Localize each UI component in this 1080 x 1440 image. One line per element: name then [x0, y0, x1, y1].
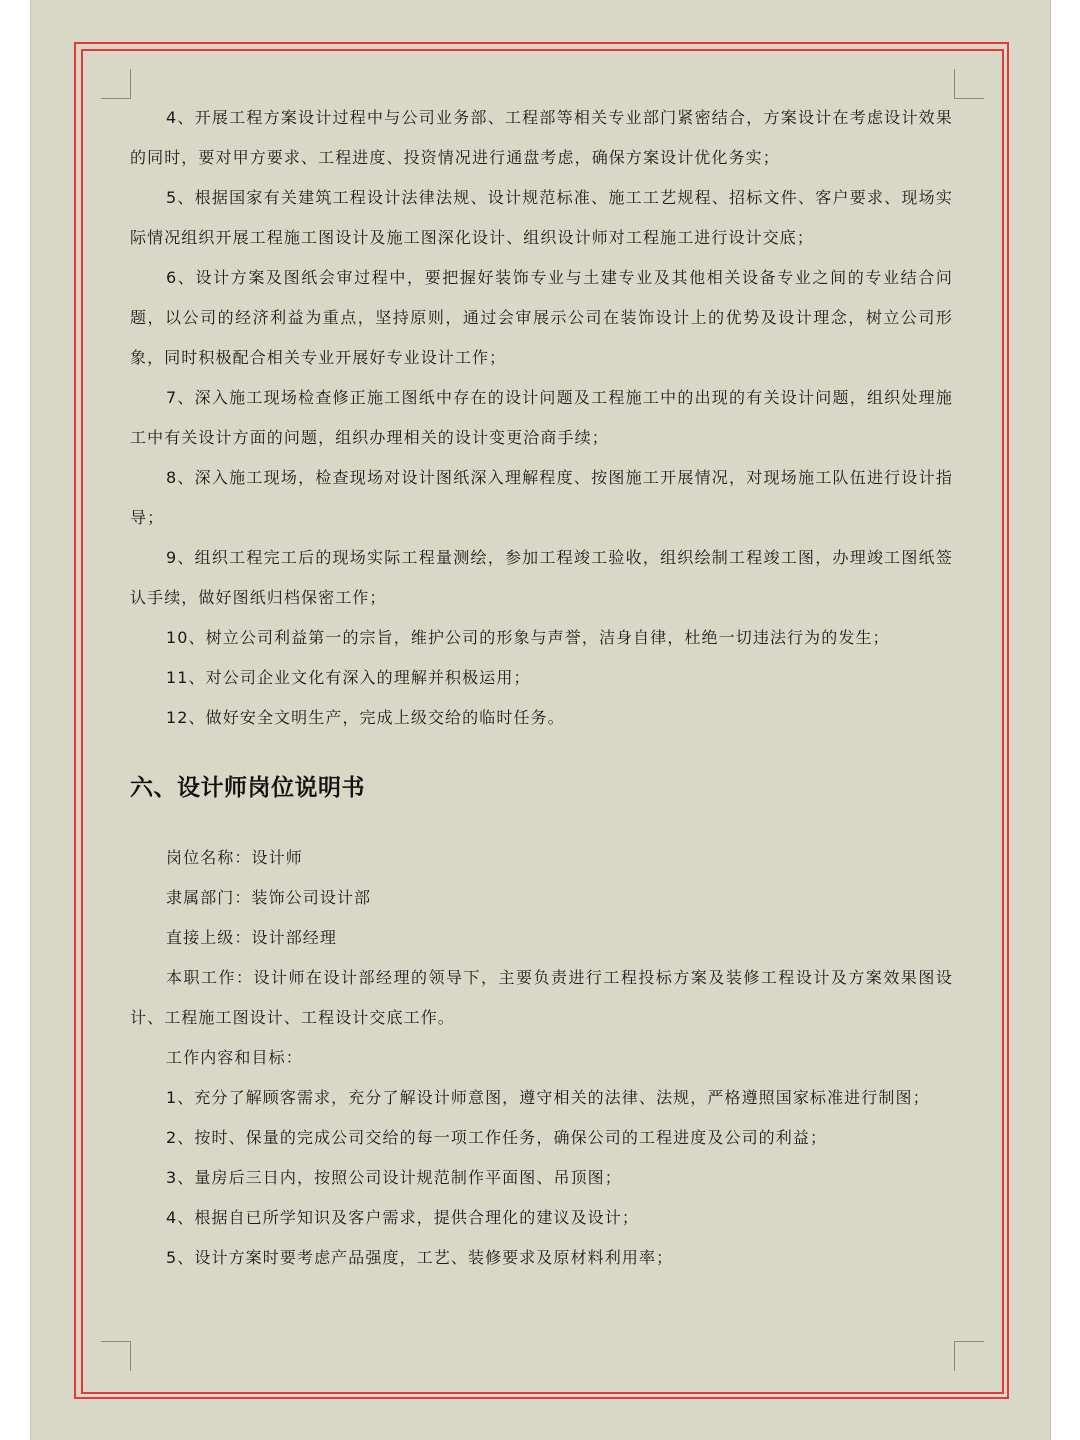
task-item-2: 2、按时、保量的完成公司交给的每一项工作任务，确保公司的工程进度及公司的利益；: [166, 1128, 828, 1147]
task-item-5: 5、设计方案时要考虑产品强度，工艺、装修要求及原材料利用率；: [166, 1248, 674, 1267]
main-duty: 本职工作：设计师在设计部经理的领导下，主要负责进行工程投标方案及装修工程设计及方案效果图设计、工程施工图设计、工程设计交底工作。: [130, 968, 953, 1027]
margin-corner-mark-bottom-right: [954, 1341, 984, 1371]
margin-corner-mark-top-right: [954, 69, 984, 99]
document-body: [130, 98, 953, 1278]
margin-corner-mark-bottom-left: [101, 1341, 131, 1371]
department: 隶属部门：装饰公司设计部: [166, 888, 372, 907]
section-heading: 六、设计师岗位说明书: [130, 775, 365, 801]
paragraph-item-9: 9、组织工程完工后的现场实际工程量测绘，参加工程竣工验收，组织绘制工程竣工图，办理竣工图纸签认手续，做好图纸归档保密工作；: [130, 548, 953, 607]
spacer: [130, 808, 953, 838]
paragraph-item-11: 11、对公司企业文化有深入的理解并积极运用；: [166, 668, 531, 687]
paragraph-item-7: 7、深入施工现场检查修正施工图纸中存在的设计问题及工程施工中的出现的有关设计问题，组织处理施工中有关设计方面的问题，组织办理相关的设计变更洽商手续；: [130, 388, 953, 447]
spacer: [130, 738, 953, 768]
task-item-3: 3、量房后三日内，按照公司设计规范制作平面图、吊顶图；: [166, 1168, 622, 1187]
paragraph-item-6: 6、设计方案及图纸会审过程中，要把握好装饰专业与土建专业及其他相关设备专业之间的专业结合问题，以公司的经济利益为重点，坚持原则，通过会审展示公司在装饰设计上的优势及设计理念，树立公司形象，同时积极配合相关专业开展好专业设计工作；: [130, 268, 953, 367]
task-item-4: 4、根据自已所学知识及客户需求，提供合理化的建议及设计；: [166, 1208, 639, 1227]
direct-supervisor: 直接上级：设计部经理: [166, 928, 338, 947]
work-content-label: 工作内容和目标：: [166, 1048, 303, 1067]
margin-corner-mark-top-left: [101, 69, 131, 99]
paragraph-item-12: 12、做好安全文明生产，完成上级交给的临时任务。: [166, 708, 565, 727]
paragraph-item-10: 10、树立公司利益第一的宗旨，维护公司的形象与声誉，洁身自律，杜绝一切违法行为的发生；: [166, 628, 890, 647]
paragraph-item-8: 8、深入施工现场，检查现场对设计图纸深入理解程度、按图施工开展情况，对现场施工队伍进行设计指导；: [130, 468, 953, 527]
paragraph-item-4: 4、开展工程方案设计过程中与公司业务部、工程部等相关专业部门紧密结合，方案设计在考虑设计效果的同时，要对甲方要求、工程进度、投资情况进行通盘考虑，确保方案设计优化务实；: [130, 108, 953, 167]
task-item-1: 1、充分了解顾客需求，充分了解设计师意图，遵守相关的法律、法规，严格遵照国家标准进行制图；: [166, 1088, 930, 1107]
paragraph-item-5: 5、根据国家有关建筑工程设计法律法规、设计规范标准、施工工艺规程、招标文件、客户要求、现场实际情况组织开展工程施工图设计及施工图深化设计、组织设计师对工程施工进行设计交底；: [130, 188, 953, 247]
position-name: 岗位名称：设计师: [166, 848, 303, 867]
